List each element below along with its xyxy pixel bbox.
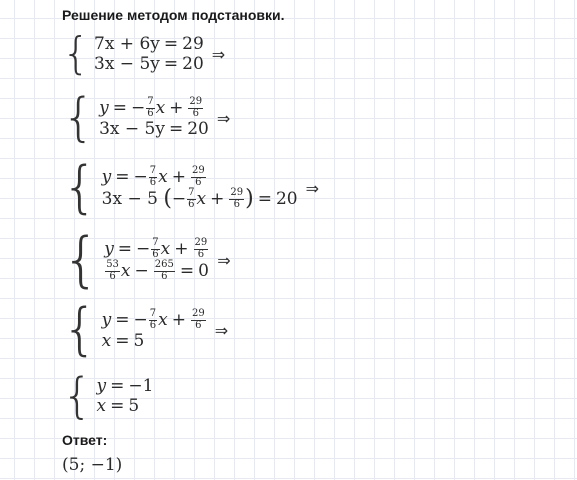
rhs: 20 <box>182 54 204 74</box>
system-5-line-1: y = − $\frac{7}{6}$ x + $\frac{29}{6}$ <box>101 308 205 331</box>
brace-icon: { <box>62 28 90 79</box>
system-3-line-2: 3x − 5 ( − $\frac{7}{6}$ x + $\frac{29}{6}$ ) = 20 <box>101 186 298 211</box>
system-3-line-1: y = − $\frac{7}{6}$ x + $\frac{29}{6}$ <box>101 165 205 188</box>
brace-icon: { <box>62 368 93 424</box>
equation-system-6 <box>62 368 154 424</box>
brace-icon: { <box>62 225 101 295</box>
brace-icon: { <box>62 297 98 362</box>
system-1-line-2: 3x − 5y = 20 <box>94 54 204 74</box>
answer-value: (5; −1) <box>62 455 123 475</box>
equation-system-4 <box>62 225 231 295</box>
lhs: 3x − 5y <box>94 54 160 74</box>
implies-arrow-icon: ⇒ <box>214 320 229 340</box>
equation-system-3 <box>62 155 320 220</box>
rhs: 20 <box>187 119 209 139</box>
system-2-line-2: 3x − 5y = 20 <box>99 119 209 139</box>
implies-arrow-icon: ⇒ <box>305 178 320 198</box>
page-title: Решение методом подстановки. <box>62 7 285 23</box>
system-4-line-2: $\frac{53}{6}$ x − $\frac{265}{6}$ = 0 <box>106 259 209 282</box>
rhs: 29 <box>182 34 204 54</box>
equation-system-2 <box>62 88 231 148</box>
lhs: 3x − 5y <box>99 119 165 139</box>
system-4-line-1: y = − $\frac{7}{6}$ x + $\frac{29}{6}$ <box>104 237 208 260</box>
lhs: 7x + 6y <box>94 34 160 54</box>
brace-icon: { <box>62 155 98 220</box>
equation-system-5 <box>62 297 229 362</box>
implies-arrow-icon: ⇒ <box>216 108 231 128</box>
system-1-line-1: 7x + 6y = 29 <box>94 34 204 54</box>
system-6-line-1: y = −1 <box>96 376 154 396</box>
implies-arrow-icon: ⇒ <box>217 250 231 270</box>
implies-arrow-icon: ⇒ <box>211 44 226 64</box>
answer-label: Ответ: <box>62 432 108 448</box>
brace-icon: { <box>62 88 96 148</box>
system-6-line-2: x = 5 <box>96 396 140 416</box>
system-2-line-1: y = − $\frac{7}{6}$ x + $\frac{29}{6}$ <box>99 96 203 119</box>
equation-system-1 <box>62 28 226 79</box>
system-5-line-2: x = 5 <box>101 331 145 351</box>
